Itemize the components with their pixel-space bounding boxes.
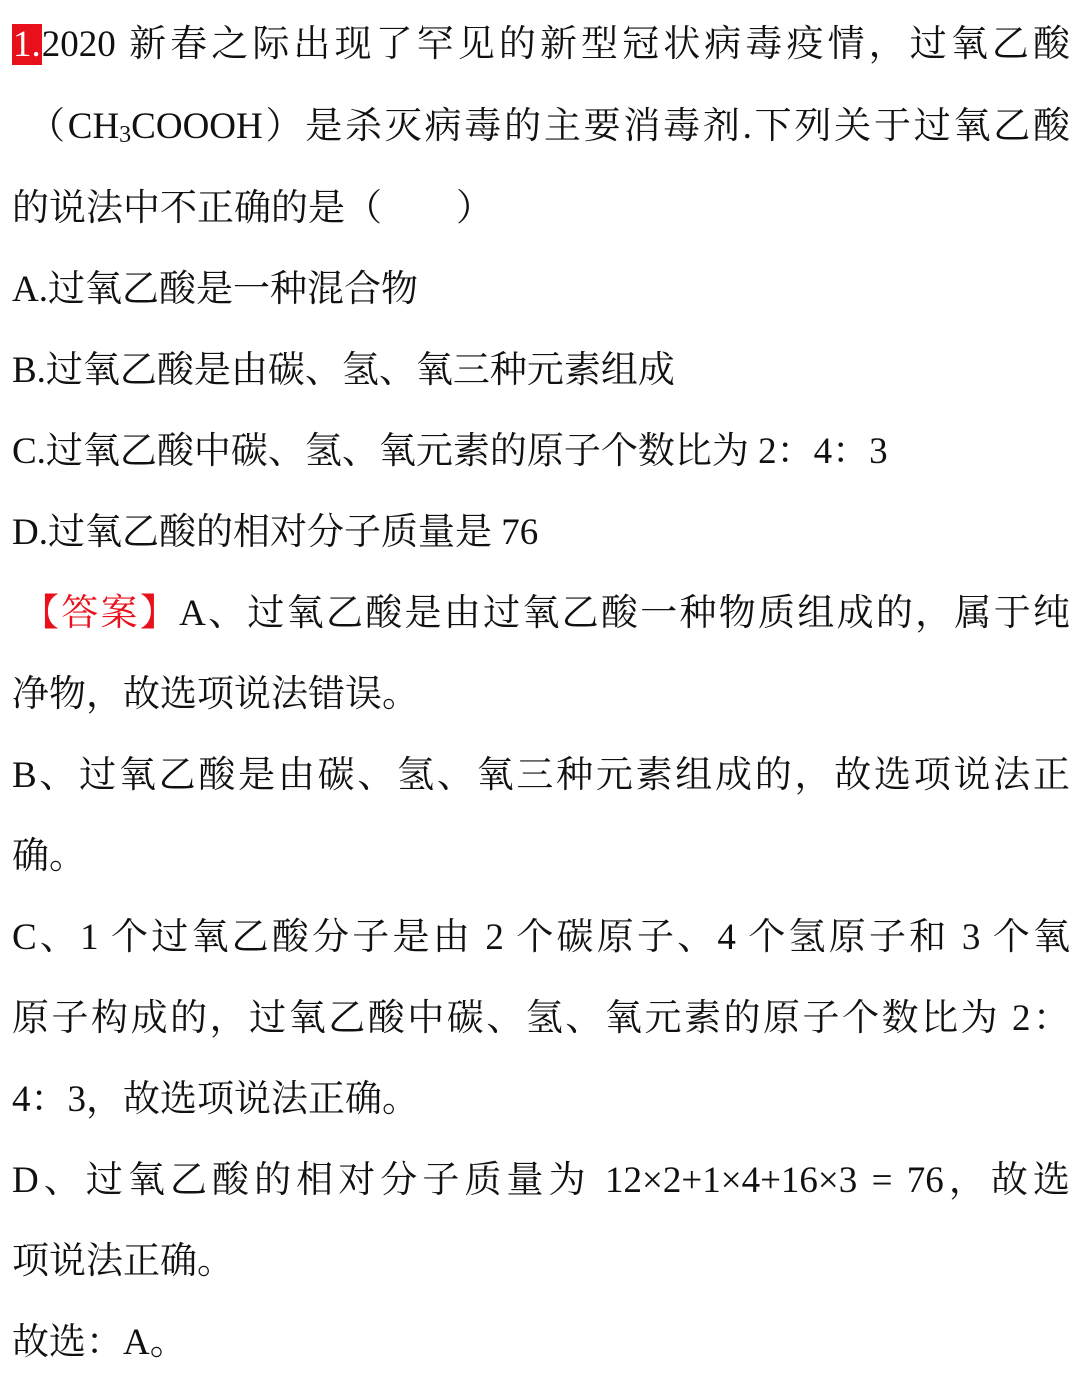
answer-line-7: 4：3，故选项说法正确。 — [12, 1079, 419, 1120]
question-text: 2020 新春之际出现了罕见的新型冠状病毒疫情，过氧乙酸 — [41, 24, 1070, 65]
answer-line-8: D、过氧乙酸的相对分子质量为 12×2+1×4+16×3 = 76，故选 — [12, 1160, 1070, 1201]
answer-line-1 — [22, 589, 1070, 639]
answer-line-2: 净物，故选项说法错误。 — [12, 674, 419, 715]
answer-line-9: 项说法正确。 — [12, 1241, 234, 1282]
formula-post: COOOH）是杀灭病毒的主要消毒剂.下列关于过氧乙酸 — [131, 106, 1070, 147]
formula-subscript: 3 — [119, 122, 132, 148]
answer-line-3: B、过氧乙酸是由碳、氢、氧三种元素组成的，故选项说法正 — [12, 755, 1070, 796]
answer-line-6: 原子构成的，过氧乙酸中碳、氢、氧元素的原子个数比为 2： — [12, 998, 1070, 1039]
question-line-1 — [12, 20, 1070, 70]
option-b: B.过氧乙酸是由碳、氢、氧三种元素组成 — [12, 350, 675, 391]
option-a: A.过氧乙酸是一种混合物 — [12, 269, 418, 310]
option-c: C.过氧乙酸中碳、氢、氧元素的原子个数比为 2：4：3 — [12, 431, 888, 472]
formula-pre: （CH — [28, 106, 120, 147]
answer-label: 【答案】 — [22, 593, 180, 634]
option-d: D.过氧乙酸的相对分子质量是 76 — [12, 512, 539, 553]
answer-line-4: 确。 — [12, 836, 86, 877]
question-line-2 — [28, 102, 1070, 152]
question-line-3: 的说法中不正确的是（ ） — [12, 188, 493, 229]
answer-text: A、过氧乙酸是由过氧乙酸一种物质组成的，属于纯 — [179, 593, 1070, 634]
answer-line-5: C、1 个过氧乙酸分子是由 2 个碳原子、4 个氢原子和 3 个氧 — [12, 917, 1070, 958]
question-number: 1. — [13, 24, 41, 65]
answer-line-10: 故选：A。 — [12, 1322, 187, 1363]
